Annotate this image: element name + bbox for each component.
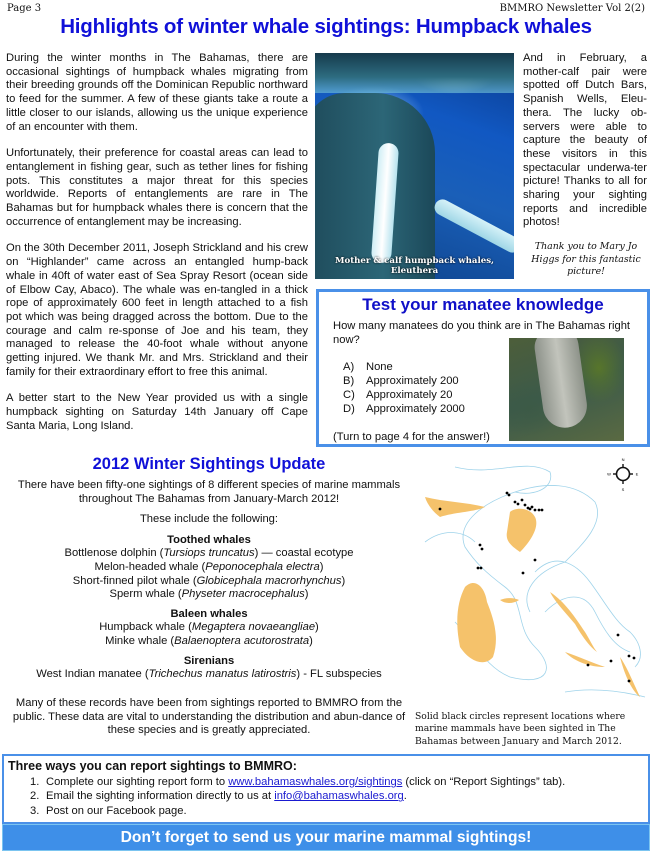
island-andros-grand-bahama (425, 497, 485, 517)
species-latin-name: Globicephala macrorhynchus (196, 574, 342, 587)
item-number: 3. (30, 804, 40, 817)
species-group-heading: Sirenians (183, 654, 235, 667)
species-common-name: Humpback whale (99, 621, 186, 634)
island-andros (457, 583, 496, 662)
sightings-section (0, 479, 418, 688)
quiz-options (343, 360, 465, 416)
species-group (0, 655, 418, 682)
option-text: Approximately 200 (366, 375, 459, 387)
report-title: Three ways you can report sightings to BMMRO: (8, 759, 297, 773)
depth-contour (515, 485, 598, 612)
quiz-option (343, 388, 465, 402)
sighting-point (439, 508, 442, 511)
report-method (30, 789, 565, 803)
report-methods-list (30, 775, 565, 818)
species-latin-name: Balaenoptera acutorostrata (174, 634, 310, 647)
quiz-option (343, 402, 465, 416)
report-method (30, 775, 565, 789)
sighting-point (617, 634, 620, 637)
sightings-intro: There have been fifty-one sightings of 8 different species of marine mammals throughout The Bahamas from January-March 2012! (17, 479, 401, 505)
item-text: Post on our Facebook page. (46, 804, 187, 817)
sightings-heading: 2012 Winter Sightings Update (92, 455, 326, 473)
species-common-name: Bottlenose dolphin (64, 547, 157, 560)
sighting-point (481, 548, 484, 551)
species-note: — coastal ecotype (258, 547, 354, 560)
sighting-point (534, 559, 537, 562)
photo-caption: Mother & calf humpback whales, Eleuthera (334, 256, 495, 276)
option-letter: B) (343, 375, 355, 387)
article-paragraph: During the winter months in The Bahamas, there are occasional sightings of humpback whales migrating from their breeding grounds off the Dominican Republic northward to feed for the summer. A few of these giants take a route a little closer to our islands, allowing us the unique experience of an encounter with them. (6, 52, 308, 133)
quiz-option (343, 360, 465, 374)
sighting-point (610, 660, 613, 663)
species-latin-name: Megaptera novaeangliae (191, 621, 316, 634)
newsletter-title: BMMRO Newsletter Vol 2(2) (499, 3, 645, 14)
species-note: - FL subspecies (300, 668, 382, 681)
item-text: (click on “Report Sightings” tab). (402, 776, 566, 788)
manatee-shape (532, 338, 589, 431)
species-latin-name: Trichechus manatus latirostris (148, 668, 297, 681)
sighting-point (633, 657, 636, 660)
species-entry: Short-finned pilot whale (Globicephala macrorhynchus) (72, 574, 346, 587)
compass-e: E (635, 471, 639, 477)
sighting-point (506, 492, 509, 495)
species-group (0, 534, 418, 602)
species-common-name: West Indian manatee (36, 668, 142, 681)
species-common-name: Minke whale (105, 634, 168, 647)
quiz-question: How many manatees do you think are in The Bahamas right now? (333, 320, 631, 346)
island-eleuthera (550, 592, 597, 652)
species-latin-name: Peponocephala electra (205, 560, 320, 573)
sighting-point (534, 509, 537, 512)
quiz-footer: (Turn to page 4 for the answer!) (333, 431, 490, 443)
item-number: 2. (30, 790, 40, 803)
island-abaco (507, 509, 537, 552)
sighting-point (529, 508, 532, 511)
article-paragraph: Unfortunately, their preference for coastal areas can lead to entanglement in fishing gear, such as tether lines for fishing pots. This constitutes a major threat for this species worldwide. Reports of entanglements are rare in The Bahamas but for humpback whales there is concern that the occurrence of entanglement may be increasing. (6, 147, 308, 228)
sighting-point (477, 567, 480, 570)
sighting-point (531, 506, 534, 509)
humpback-whale-photo (315, 53, 514, 279)
option-text: Approximately 2000 (366, 403, 465, 415)
depth-contours (425, 466, 645, 697)
article-left-column (6, 52, 308, 447)
species-common-name: Melon-headed whale (94, 560, 199, 573)
manatee-photo (509, 338, 624, 441)
species-common-name: Short-finned pilot whale (72, 574, 190, 587)
option-text: None (366, 361, 393, 373)
depth-contour (545, 597, 630, 652)
sighting-point (541, 509, 544, 512)
email-link[interactable]: info@bahamaswhales.org (274, 790, 404, 803)
sightings-map (415, 452, 652, 704)
sighting-point (628, 680, 631, 683)
sightings-form-link[interactable]: www.bahamaswhales.org/sightings (228, 776, 403, 788)
species-entry: West Indian manatee (Trichechus manatus latirostris) - FL subspecies (36, 668, 382, 681)
article-paragraph: On the 30th December 2011, Joseph Strickland and his crew on “Highlander” came across an entangled hump-back whale in 40ft of water east of Sea Spray Resort (ocean side of Elbow Cay, Abaco). The whale was en-tangled in a thick rope of approximately 600 feet in length attached to a fish pot which was being dragged across the bottom. Due to the courage and calm re-sponse of Joe and his team, they managed to release the 40-foot whale without anyone getting injured. We thank Mr. and Mrs. Strickland and their family for their extraordinary effort to free this animal. (6, 242, 308, 378)
quiz-option (343, 374, 465, 388)
species-entry: Minke whale (Balaenoptera acutorostrata) (105, 634, 313, 647)
species-latin-name: Physeter macrocephalus (181, 588, 305, 601)
option-letter: A) (343, 361, 355, 373)
species-group (0, 608, 418, 649)
sighting-point (514, 501, 517, 504)
sighting-point (521, 499, 524, 502)
species-entry: Sperm whale (Physeter macrocephalus) (109, 588, 309, 601)
species-entry: Humpback whale (Megaptera novaeangliae) (99, 621, 319, 634)
species-group-heading: Toothed whales (167, 533, 251, 546)
quiz-title: Test your manatee knowledge (362, 295, 604, 314)
sightings-closing: Many of these records have been from sightings reported to BMMRO from the public. These data are vital to understanding the distribution and abun-dance of these species and is greatly appreciated. (12, 697, 406, 737)
sightings-lead: These include the following: (139, 513, 279, 526)
item-text: Complete our sighting report form to (46, 776, 229, 788)
depth-contour (425, 533, 475, 542)
page-number: Page 3 (7, 3, 42, 14)
report-method (30, 804, 565, 818)
option-text: Approximately 20 (366, 389, 453, 401)
option-letter: C) (343, 389, 355, 401)
sighting-point (480, 567, 483, 570)
species-entry: Melon-headed whale (Peponocephala electra) (94, 560, 324, 573)
item-text: Email the sighting information directly to us at (46, 790, 275, 803)
whale-pectoral-fin (432, 197, 514, 256)
item-number: 1. (30, 776, 40, 788)
article-paragraph: A better start to the New Year provided us with a single humpback sighting on Saturday 14th January off Cape Santa Maria, Long Island. (6, 392, 308, 432)
footer-banner: Don’t forget to send us your marine mammal sightings! (2, 824, 650, 851)
species-entry: Bottlenose dolphin (Tursiops truncatus) — coastal ecotype (64, 547, 354, 560)
compass-n: N (621, 457, 625, 462)
sighting-point (522, 572, 525, 575)
sighting-point (517, 503, 520, 506)
manatee-quiz-box (316, 289, 650, 447)
article-right-column: And in February, a mother-calf pair were spotted off Dutch Bars, Spanish Wells, Eleu-thera. The lucky ob-servers were able to capture the beauty of these visitors in this spectacular underwa-ter picture! Thanks to all for sharing your sighting reports and incredible photos! (523, 52, 647, 229)
species-group-heading: Baleen whales (170, 607, 248, 620)
sighting-point (479, 544, 482, 547)
depth-contour (535, 561, 640, 667)
depth-contour (565, 690, 645, 697)
photo-credit: Thank you to Mary Jo Higgs for this fantastic picture! (531, 241, 641, 277)
report-sightings-box (2, 754, 650, 824)
compass-w: W (607, 471, 611, 477)
main-heading: Highlights of winter whale sightings: Humpback whales (60, 15, 592, 38)
option-letter: D) (343, 403, 355, 415)
compass-s: S (621, 487, 625, 492)
island-cat-long (620, 657, 640, 697)
island-exuma (565, 652, 605, 667)
species-latin-name: Tursiops truncatus (163, 547, 255, 560)
item-text: . (403, 790, 407, 803)
sighting-point (524, 504, 527, 507)
species-groups (0, 534, 418, 682)
sighting-point (508, 494, 511, 497)
compass (607, 457, 639, 492)
sighting-point (628, 655, 631, 658)
landmasses (425, 497, 640, 697)
sighting-point (538, 509, 541, 512)
map-caption: Solid black circles represent locations where marine mammals have been sighted in The Bahamas between January and March 2012. (415, 711, 626, 747)
sighting-point (587, 664, 590, 667)
species-common-name: Sperm whale (109, 588, 175, 601)
whale-calf-shape (315, 53, 514, 93)
compass-ring (617, 468, 630, 481)
